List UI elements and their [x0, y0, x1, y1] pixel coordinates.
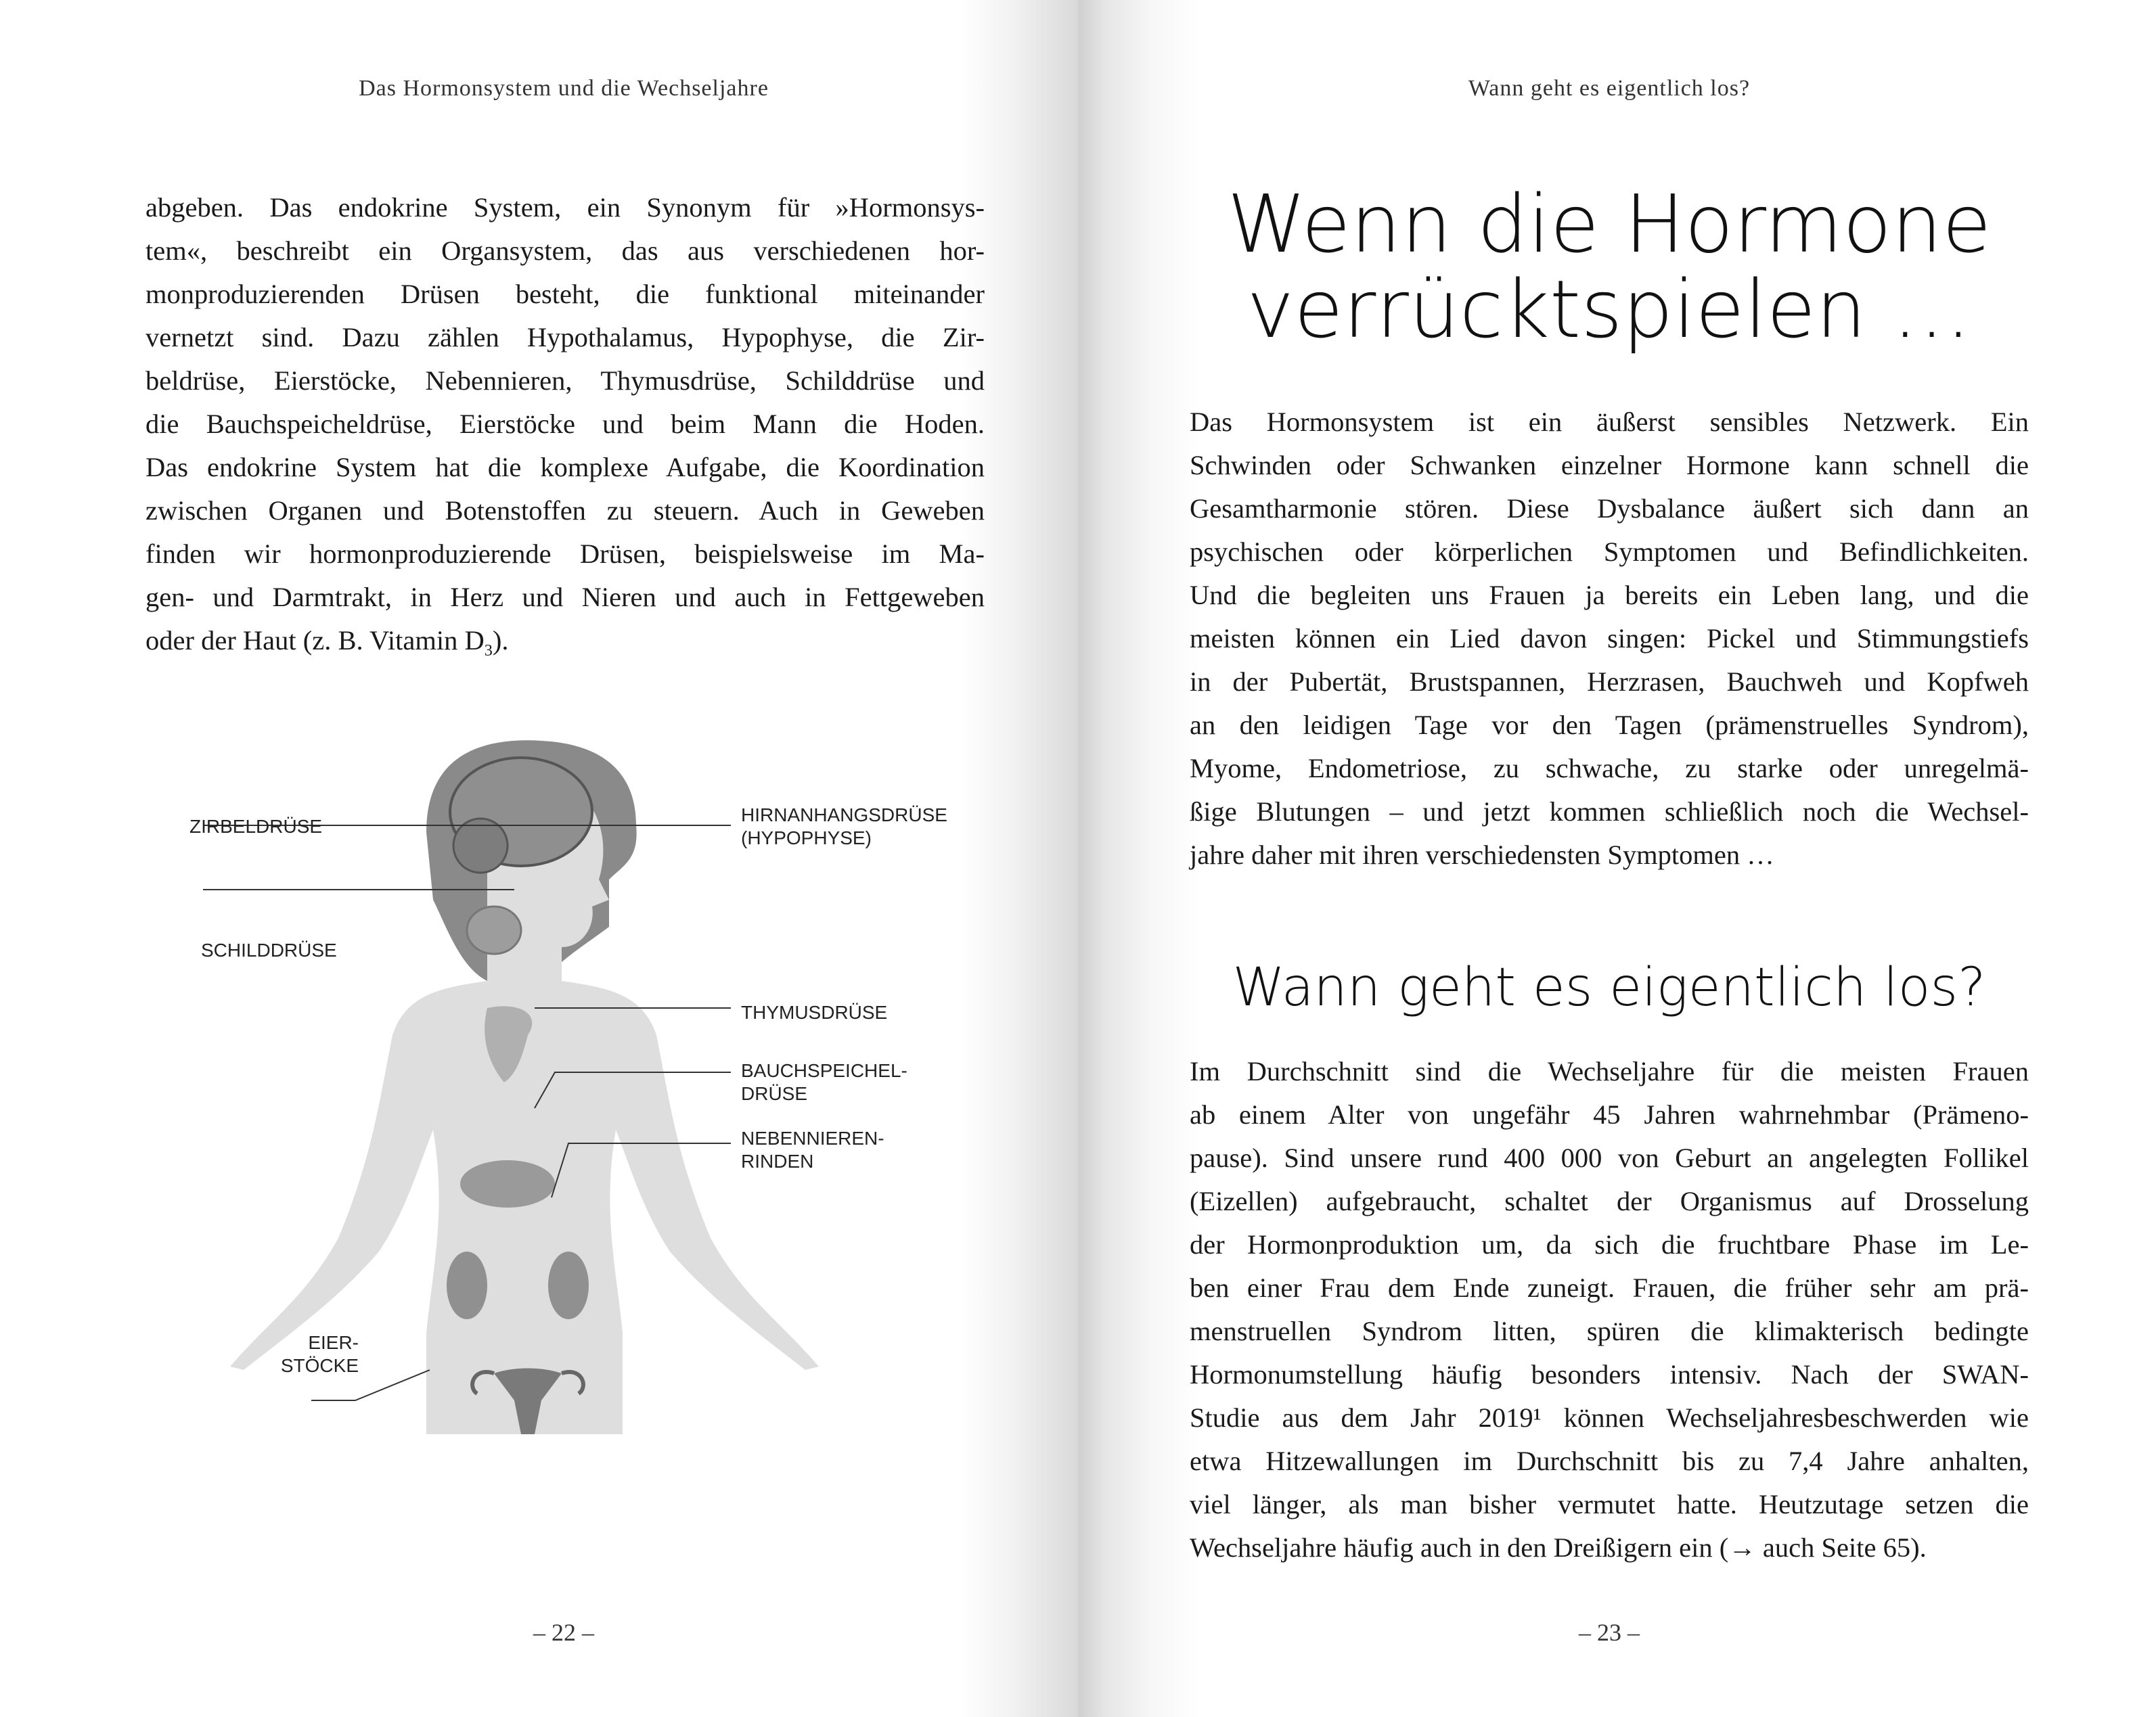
text-line	[1190, 444, 2029, 487]
line-text: meisten können ein Lied davon singen: Pickel und Stimmungstiefs	[1190, 623, 2029, 654]
line-text: Myome, Endometriose, zu schwache, zu starke oder unregelmä-	[1190, 753, 2029, 783]
label-thymusdruese: THYMUSDRÜSE	[741, 1002, 888, 1023]
left-body-text	[145, 186, 985, 662]
text-line	[145, 532, 985, 576]
text-line	[1190, 1396, 2029, 1440]
label-line: (HYPOPHYSE)	[741, 827, 872, 848]
section-subtitle: Wann geht es eigentlich los?	[1232, 957, 1986, 1018]
text-line	[145, 316, 985, 359]
label-line: HIRNANHANGSDRÜSE	[741, 804, 947, 825]
text-line	[145, 229, 985, 273]
line-text: der Hormonproduktion um, da sich die fruchtbare Phase im Le-	[1190, 1229, 2029, 1260]
line-end: ).	[492, 625, 509, 656]
line-text: Studie aus dem Jahr 2019¹ können Wechseljahresbeschwerden wie	[1190, 1402, 2029, 1433]
text-line	[1190, 1526, 2029, 1570]
line-text: Und die begleiten uns Frauen ja bereits ein Leben lang, und die	[1190, 580, 2029, 610]
line-text: Hormonumstellung häufig besonders intensiv. Nach der SWAN-	[1190, 1359, 2029, 1390]
text-line	[1190, 790, 2029, 833]
text-line	[1190, 530, 2029, 574]
line-text: gen- und Darmtrakt, in Herz und Nieren und auch in Fettgeweben	[145, 582, 985, 612]
text-line	[1190, 1137, 2029, 1180]
text-line	[1190, 704, 2029, 747]
text-line	[1190, 1093, 2029, 1137]
label-schilddruese: SCHILDDRÜSE	[201, 940, 337, 961]
line-text: (Eizellen) aufgebraucht, schaltet der Organismus auf Drosselung	[1190, 1186, 2029, 1216]
kidney-right-icon	[548, 1252, 589, 1319]
title-line: verrücktspielen …	[1247, 262, 1972, 356]
text-line	[1190, 1353, 2029, 1396]
label-line: NEBENNIEREN-	[741, 1128, 884, 1149]
line-text: Gesamtharmonie stören. Diese Dysbalance äußert sich dann an	[1190, 493, 2029, 524]
text-line	[145, 446, 985, 489]
label-line: RINDEN	[741, 1151, 814, 1172]
text-line	[145, 403, 985, 446]
chapter-title	[1190, 177, 2029, 356]
text-line	[145, 359, 985, 403]
label-line: DRÜSE	[741, 1083, 808, 1104]
text-line	[1190, 400, 2029, 444]
right-page	[1078, 0, 2156, 1717]
text-line	[1190, 747, 2029, 790]
text-line	[1190, 833, 2029, 877]
line-text: Im Durchschnitt sind die Wechseljahre für die meisten Frauen	[1190, 1056, 2029, 1086]
line-text: tem«, beschreibt ein Organsystem, das aus verschiedenen hor-	[145, 235, 985, 266]
line-text: Schwinden oder Schwanken einzelner Hormone kann schnell die	[1190, 450, 2029, 480]
line-text: Das endokrine System hat die komplexe Aufgabe, die Koordination	[145, 452, 985, 482]
text-line	[1190, 487, 2029, 530]
label-eierstoecke	[277, 1331, 359, 1377]
line-text: Das Hormonsystem ist ein äußerst sensibles Netzwerk. Ein	[1190, 407, 2029, 437]
line-text: ab einem Alter von ungefähr 45 Jahren wahrnehmbar (Prämeno-	[1190, 1099, 2029, 1130]
line-text: abgeben. Das endokrine System, ein Synonym für »Hormonsys-	[145, 192, 985, 223]
text-line	[145, 186, 985, 229]
line-text: oder der Haut (z. B. Vitamin D	[145, 625, 485, 656]
running-head-right: Wann geht es eigentlich los?	[1468, 76, 1751, 101]
kidney-left-icon	[447, 1252, 487, 1319]
text-line	[1190, 1310, 2029, 1353]
line-text: ben einer Frau dem Ende zuneigt. Frauen, die früher sehr am prä-	[1190, 1273, 2029, 1303]
line-text: in der Pubertät, Brustspannen, Herzrasen, Bauchweh und Kopfweh	[1190, 666, 2029, 697]
line-text: menstruellen Syndrom litten, spüren die klimakterisch bedingte	[1190, 1316, 2029, 1346]
line-text: zwischen Organen und Botenstoffen zu steuern. Auch in Geweben	[145, 495, 985, 526]
text-line	[1190, 574, 2029, 617]
text-line	[1190, 617, 2029, 660]
line-text: vernetzt sind. Dazu zählen Hypothalamus, Hypophyse, die Zir-	[145, 322, 985, 352]
thyroid-icon	[467, 907, 521, 954]
line-text: pause). Sind unsere rund 400 000 von Geburt an angelegten Follikel	[1190, 1143, 2029, 1173]
title-line: Wenn die Hormone	[1227, 177, 1992, 271]
line-text: viel länger, als man bisher vermutet hatte. Heutzutage setzen die	[1190, 1489, 2029, 1519]
text-line	[1190, 660, 2029, 704]
text-line	[1190, 1223, 2029, 1266]
text-line	[1190, 1050, 2029, 1093]
running-head-left: Das Hormonsystem und die Wechseljahre	[359, 76, 769, 101]
line-text: etwa Hitzewallungen im Durchschnitt bis zu 7,4 Jahre anhalten,	[1190, 1446, 2029, 1476]
line-text: beldrüse, Eierstöcke, Nebennieren, Thymusdrüse, Schilddrüse und	[145, 365, 985, 396]
subscript: 3	[484, 641, 493, 660]
text-line	[145, 576, 985, 619]
line-text: monproduzierenden Drüsen besteht, die funktional miteinander	[145, 279, 985, 309]
label-hirnanhangsdruese	[741, 804, 947, 850]
line-text: jahre daher mit ihren verschiedensten Symptomen …	[1190, 840, 1774, 870]
label-nebennierenrinden	[741, 1127, 884, 1173]
text-line	[145, 619, 985, 662]
text-line	[145, 489, 985, 532]
line-text: die Bauchspeicheldrüse, Eierstöcke und beim Mann die Hoden.	[145, 409, 985, 439]
page-number-left: – 22 –	[533, 1619, 594, 1646]
text-line	[1190, 1483, 2029, 1526]
text-line	[1190, 1266, 2029, 1310]
line-text: an den leidigen Tage vor den Tagen (prämenstruelles Syndrom),	[1190, 710, 2029, 740]
label-line: BAUCHSPEICHEL-	[741, 1060, 907, 1081]
line-text: finden wir hormonproduzierende Drüsen, beispielsweise im Ma-	[145, 539, 985, 569]
line-text: psychischen oder körperlichen Symptomen und Befindlichkeiten.	[1190, 536, 2029, 567]
text-line	[1190, 1180, 2029, 1223]
line-text: Wechseljahre häufig auch in den Dreißigern ein (→ auch Seite 65).	[1190, 1532, 1927, 1563]
label-line: EIER-	[308, 1332, 359, 1353]
text-line	[1190, 1440, 2029, 1483]
text-line	[145, 273, 985, 316]
line-text: ßige Blutungen – und jetzt kommen schließlich noch die Wechsel-	[1190, 796, 2029, 827]
cerebellum-icon	[453, 819, 508, 873]
label-zirbeldruese: ZIRBELDRÜSE	[189, 816, 323, 837]
right-body-text-2	[1190, 1050, 2029, 1570]
label-bauchspeicheldruese	[741, 1059, 907, 1105]
pancreas-icon	[460, 1160, 555, 1208]
page-number-right: – 23 –	[1579, 1619, 1640, 1646]
right-body-text-1	[1190, 400, 2029, 877]
label-line: STÖCKE	[280, 1355, 359, 1376]
